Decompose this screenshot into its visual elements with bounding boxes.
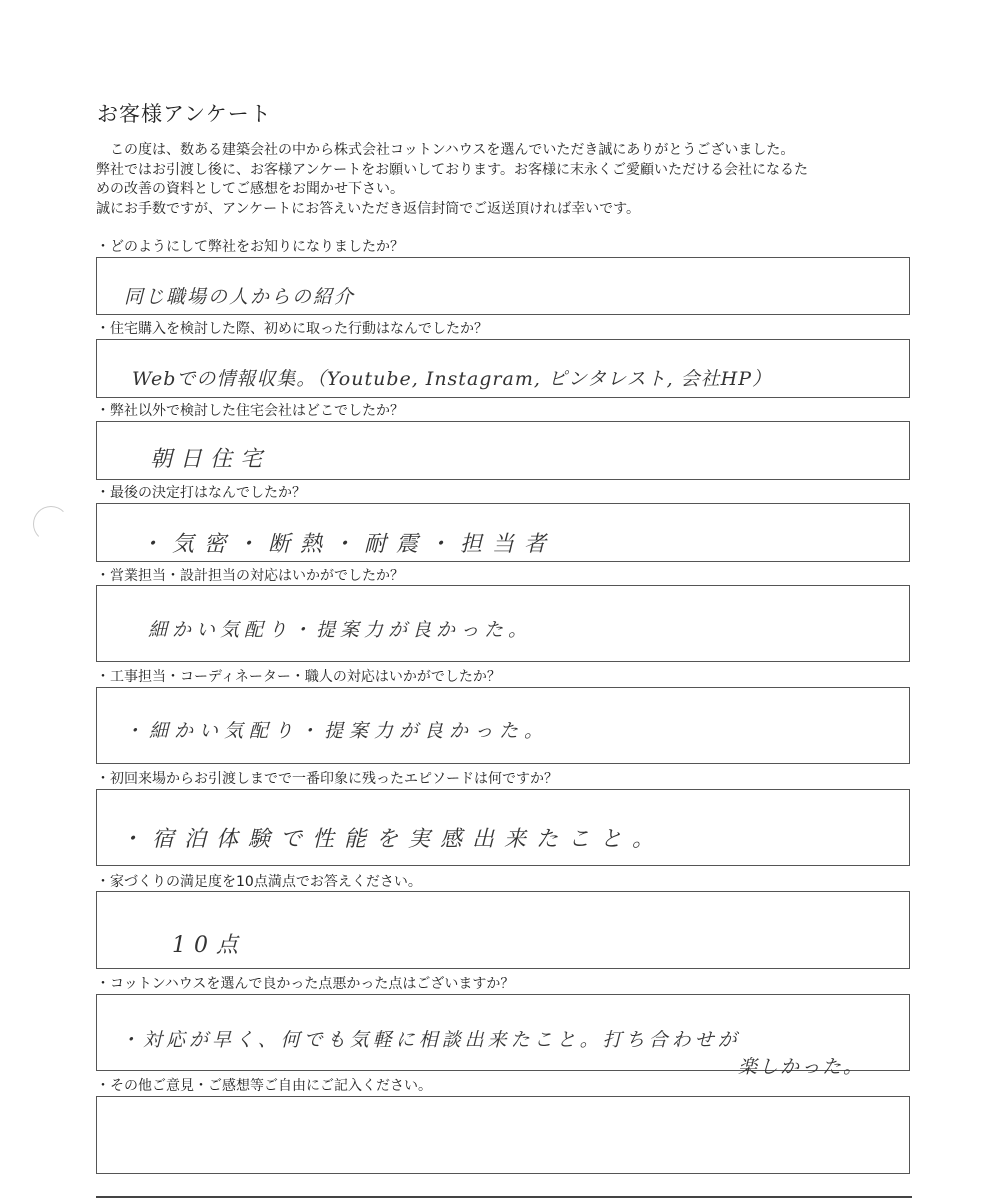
intro-line: めの改善の資料としてご感想をお聞かせ下さい。 xyxy=(96,181,404,197)
survey-title: お客様アンケート xyxy=(97,102,272,126)
handwritten-answer: 朝日住宅 xyxy=(150,447,271,472)
question-label: ・どのようにして弊社をお知りになりましたか？ xyxy=(96,239,404,255)
handwritten-answer: ・気密・断熱・耐震・担当者 xyxy=(140,532,557,557)
question-label: ・家づくりの満足度を10点満点でお答えください。 xyxy=(96,874,422,890)
question-label: ・工事担当・コーディネーター・職人の対応はいかがでしたか？ xyxy=(96,669,501,685)
handwritten-answer: 細かい気配り・提案力が良かった。 xyxy=(148,619,533,641)
question-label: ・最後の決定打はなんでしたか？ xyxy=(96,485,306,501)
question-label: ・その他ご意見・ご感想等ご自由にご記入ください。 xyxy=(96,1078,432,1094)
survey-intro xyxy=(96,141,916,219)
intro-line: この度は、数ある建築会社の中から株式会社コットンハウスを選んでいただき誠にありがとうございました。 xyxy=(110,142,795,158)
handwritten-answer: ・宿泊体験で性能を実感出来たこと。 xyxy=(120,827,665,852)
page-bottom-rule xyxy=(96,1196,912,1198)
question-label: ・弊社以外で検討した住宅会社はどこでしたか？ xyxy=(96,403,404,419)
handwritten-answer: Webでの情報収集。（Youtube, Instagram, ピンタレスト, 会社HP） xyxy=(132,368,773,390)
question-label: ・初回来場からお引渡しまでで一番印象に残ったエピソードは何ですか？ xyxy=(96,771,558,787)
intro-line: 弊社ではお引渡し後に、お客様アンケートをお願いしております。お客様に末永くご愛顧いただける会社になるた xyxy=(96,161,809,178)
handwritten-answer: 同じ職場の人からの紹介 xyxy=(124,286,356,308)
handwritten-answer: ・細かい気配り・提案力が良かった。 xyxy=(124,720,550,742)
handwritten-answer: 10点 xyxy=(172,933,246,958)
intro-line: 誠にお手数ですが、アンケートにお答えいただき返信封筒でご返送頂ければ幸いです。 xyxy=(96,200,641,217)
question-label: ・営業担当・設計担当の対応はいかがでしたか？ xyxy=(96,568,404,584)
question-label: ・コットンハウスを選んで良かった点悪かった点はございますか？ xyxy=(96,976,515,992)
question-label: ・住宅購入を検討した際、初めに取った行動はなんでしたか？ xyxy=(96,321,488,337)
punch-hole-mark xyxy=(33,506,69,542)
handwritten-answer-continued: 楽しかった。 xyxy=(738,1056,865,1078)
answer-box[interactable] xyxy=(96,1096,910,1174)
handwritten-answer: ・対応が早く、何でも気軽に相談出来たこと。打ち合わせが xyxy=(120,1029,741,1051)
